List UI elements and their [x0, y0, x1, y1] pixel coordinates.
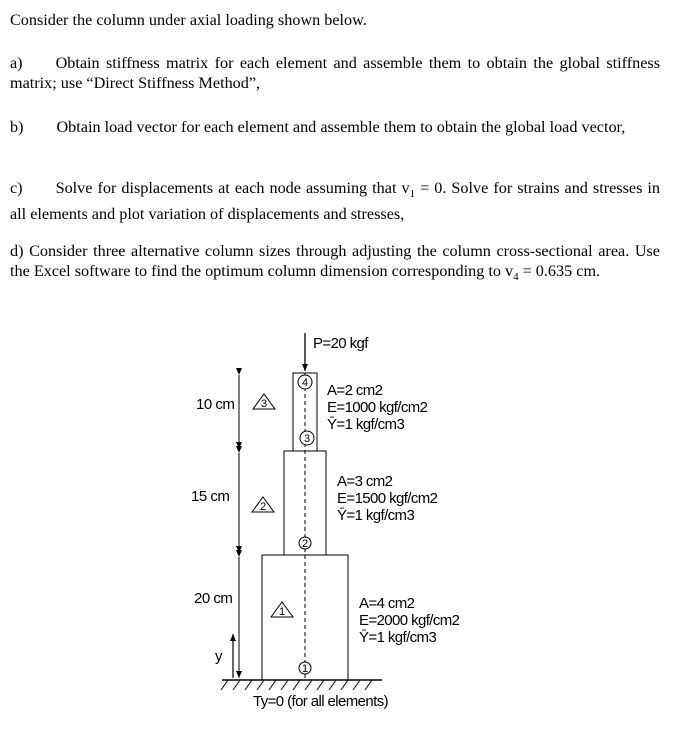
dimension-element-2 [191, 453, 239, 553]
part-a-label: a) [10, 54, 23, 72]
length-element-3: 10 cm [196, 396, 235, 413]
element-2-area: A=3 cm2 [337, 473, 393, 490]
part-d-text-before: d) Consider three alternative column sizes through adjusting the column cross-sectional area. Use the Excel software to find the optimum column dimension corresponding to v [10, 242, 660, 280]
node-1-label: 1 [301, 663, 309, 675]
element-3-weight: Ȳ=1 kgf/cm3 [327, 416, 405, 433]
y-axis-label: y [215, 648, 222, 665]
part-c-text-before: Solve for displacements at each node assuming that v [55, 179, 410, 197]
element-1-modulus: E=2000 kgf/cm2 [359, 612, 460, 629]
element-3-number: 3 [260, 398, 268, 410]
node-1-marker [299, 662, 311, 675]
node-4-marker [298, 375, 312, 389]
element-2-marker [252, 497, 274, 513]
element-2-modulus: E=1500 kgf/cm2 [337, 490, 438, 507]
element-2-weight: Ȳ=1 kgf/cm3 [337, 507, 415, 524]
element-1-area: A=4 cm2 [359, 595, 415, 612]
element-3-area: A=2 cm2 [327, 382, 383, 399]
node-2-label: 2 [301, 538, 309, 550]
element-3-marker [253, 394, 275, 410]
element-3-modulus: E=1000 kgf/cm2 [327, 399, 428, 416]
part-c-subscript: 1 [409, 188, 416, 201]
element-2-properties [337, 473, 438, 524]
intro-text: Consider the column under axial loading shown below. [10, 11, 367, 29]
ground-support [221, 680, 382, 690]
part-b-text: Obtain load vector for each element and assemble them to obtain the global load vector, [56, 118, 626, 136]
part-d-subscript: 4 [513, 271, 519, 284]
part-d-text-after: = 0.635 cm. [518, 262, 601, 280]
element-1-weight: Ȳ=1 kgf/cm3 [359, 629, 437, 646]
length-element-2: 15 cm [191, 488, 230, 505]
dimension-element-3 [196, 375, 239, 449]
traction-note: Ty=0 (for all elements) [253, 693, 389, 710]
part-c-label: c) [10, 179, 23, 197]
element-1-marker [271, 602, 293, 618]
length-element-1: 20 cm [194, 590, 233, 607]
node-3-label: 3 [303, 433, 311, 445]
part-a-text: Obtain stiffness matrix for each element and assemble them to obtain the global stiffness matrix; use “Direct Stiffness Method”, [10, 54, 660, 92]
load-label: P=20 kgf [313, 335, 368, 352]
y-axis [215, 634, 233, 678]
node-2-marker [299, 537, 311, 550]
element-2-number: 2 [259, 501, 267, 513]
element-3-properties [327, 382, 428, 433]
node-3-marker [300, 431, 314, 445]
node-4-label: 4 [301, 377, 309, 389]
element-1-properties [359, 595, 460, 646]
part-c-text-after: = 0. Solve for strains and stresses in all elements and plot variation of displacements and stresses, [10, 179, 660, 224]
element-1-number: 1 [278, 606, 286, 618]
part-b-label: b) [10, 118, 24, 136]
